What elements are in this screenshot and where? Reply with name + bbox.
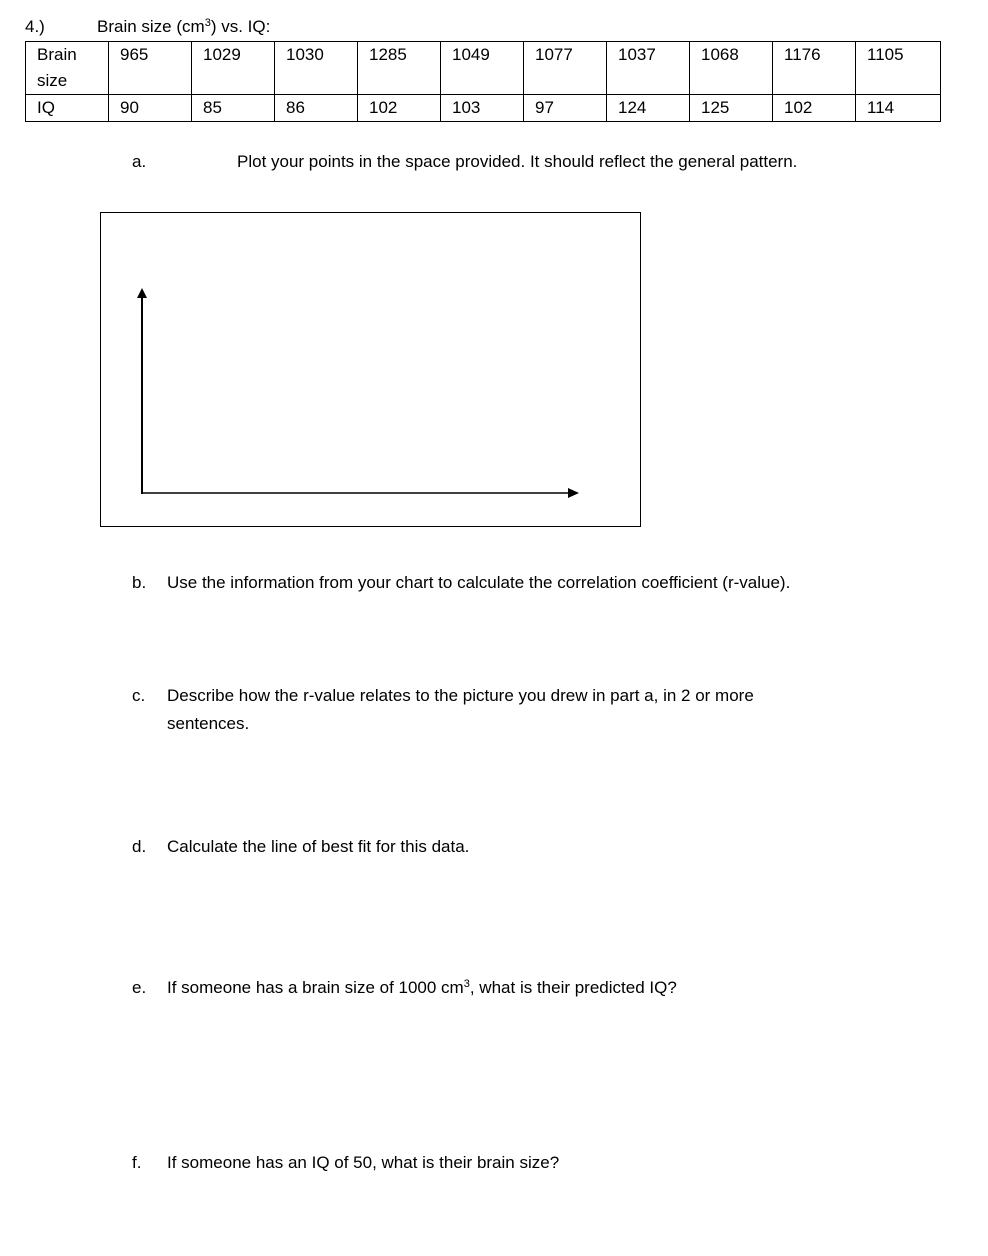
title-superscript: 3 bbox=[204, 17, 211, 29]
table-cell: 1029 bbox=[192, 42, 275, 95]
question-e-letter: e. bbox=[132, 978, 147, 997]
question-a-letter: a. bbox=[132, 152, 147, 171]
table-cell: 124 bbox=[607, 95, 690, 122]
table-cell: 1105 bbox=[856, 42, 941, 95]
question-e-superscript: 3 bbox=[463, 978, 470, 990]
question-c-text-line2: sentences. bbox=[167, 714, 250, 733]
question-number: 4.) bbox=[25, 17, 45, 36]
table-cell: 1037 bbox=[607, 42, 690, 95]
y-axis-arrowhead bbox=[137, 288, 147, 298]
question-c-letter: c. bbox=[132, 686, 146, 705]
question-b-letter: b. bbox=[132, 573, 147, 592]
table-cell: 102 bbox=[773, 95, 856, 122]
question-f-text: If someone has an IQ of 50, what is their brain size? bbox=[167, 1153, 560, 1172]
question-e-text-prefix: If someone has a brain size of 1000 cm bbox=[167, 978, 464, 997]
table-cell: 1285 bbox=[358, 42, 441, 95]
question-f-letter: f. bbox=[132, 1153, 142, 1172]
row-label-iq: IQ bbox=[26, 95, 109, 122]
title-suffix: ) vs. IQ: bbox=[210, 17, 271, 36]
table-cell: 125 bbox=[690, 95, 773, 122]
table-cell: 1077 bbox=[524, 42, 607, 95]
question-d-letter: d. bbox=[132, 837, 147, 856]
table-cell: 965 bbox=[109, 42, 192, 95]
table-cell: 1049 bbox=[441, 42, 524, 95]
question-e-text bbox=[167, 978, 677, 998]
x-axis-arrowhead bbox=[568, 488, 579, 498]
table-cell: 90 bbox=[109, 95, 192, 122]
question-e-text-suffix: , what is their predicted IQ? bbox=[469, 978, 677, 997]
table-cell: 103 bbox=[441, 95, 524, 122]
question-d-text: Calculate the line of best fit for this data. bbox=[167, 837, 470, 856]
question-c-text-line1: Describe how the r-value relates to the picture you drew in part a, in 2 or more bbox=[167, 686, 754, 705]
table-cell: 97 bbox=[524, 95, 607, 122]
row-label-brain-size: Brain size bbox=[26, 42, 109, 95]
table-cell: 1176 bbox=[773, 42, 856, 95]
table-cell: 1030 bbox=[275, 42, 358, 95]
table-cell: 1068 bbox=[690, 42, 773, 95]
table-cell: 102 bbox=[358, 95, 441, 122]
title-prefix: Brain size (cm bbox=[97, 17, 205, 36]
question-b-text: Use the information from your chart to calculate the correlation coefficient (r-value). bbox=[167, 573, 791, 592]
question-a-text: Plot your points in the space provided. It should reflect the general pattern. bbox=[237, 152, 798, 171]
table-cell: 86 bbox=[275, 95, 358, 122]
table-cell: 114 bbox=[856, 95, 941, 122]
table-cell: 85 bbox=[192, 95, 275, 122]
